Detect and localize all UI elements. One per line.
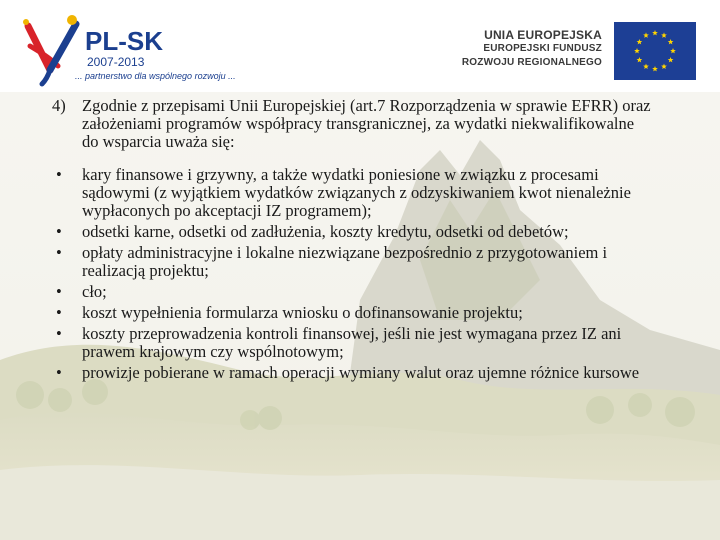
slide-body: [52, 97, 652, 385]
list-item-text: opłaty administracyjne i lokalne niezwiązane bezpośrednio z przygotowaniem i realizacją projektu;: [82, 243, 608, 280]
bullet: •: [56, 282, 62, 301]
list-item-text: odsetki karne, odsetki od zadłużenia, koszty kredytu, odsetki od debetów;: [82, 222, 569, 241]
list-item: [52, 223, 652, 241]
list-item-text: prowizje pobierane w ramach operacji wymiany walut oraz ujemne różnice kursowe: [82, 363, 640, 382]
list-item: [52, 283, 652, 301]
bullet: •: [56, 243, 62, 262]
list-item: [52, 304, 652, 322]
list-item-text: cło;: [82, 282, 107, 301]
eu-name: UNIA EUROPEJSKA: [484, 28, 602, 42]
intro-paragraph: [52, 97, 652, 151]
list-item: [52, 325, 652, 361]
list-item: [52, 166, 652, 220]
list-item: [52, 244, 652, 280]
list-item: [52, 364, 652, 382]
program-title: PL-SK: [85, 26, 163, 56]
bullet: •: [56, 222, 62, 241]
program-years: 2007-2013: [87, 55, 145, 69]
bullet: •: [56, 324, 62, 343]
pl-sk-figure-icon: [20, 12, 80, 88]
fund-name-line2: ROZWOJU REGIONALNEGO: [461, 57, 602, 68]
list-item-text: kary finansowe i grzywny, a także wydatki poniesione w związku z procesami sądowymi (z wyjątkiem wydatków związanych z odzyskiwaniem kwot nienależnie wypłaconych po akceptacji IZ programem);: [82, 165, 631, 220]
list-number: 4): [52, 96, 66, 115]
list-item-text: koszt wypełnienia formularza wniosku o dofinansowanie projektu;: [82, 303, 523, 322]
bullet: •: [56, 165, 62, 184]
bullet: •: [56, 303, 62, 322]
ineligible-costs-list: [52, 166, 652, 382]
intro-text: Zgodnie z przepisami Unii Europejskiej (art.7 Rozporządzenia w sprawie EFRR) oraz założeniami programów współpracy transgranicznej, za wydatki niekwalifikowalne do wsparcia uważa się:: [82, 96, 651, 151]
eu-funding-text: [462, 28, 602, 70]
header: [0, 0, 720, 92]
bullet: •: [56, 363, 62, 382]
program-tagline: ... partnerstwo dla wspólnego rozwoju ...: [75, 71, 236, 81]
fund-name-line1: EUROPEJSKI FUNDUSZ: [483, 43, 602, 54]
eu-flag-icon: [614, 22, 696, 80]
list-item-text: koszty przeprowadzenia kontroli finansowej, jeśli nie jest wymagana przez IZ ani prawem krajowym czy wspólnotowym;: [82, 324, 622, 361]
